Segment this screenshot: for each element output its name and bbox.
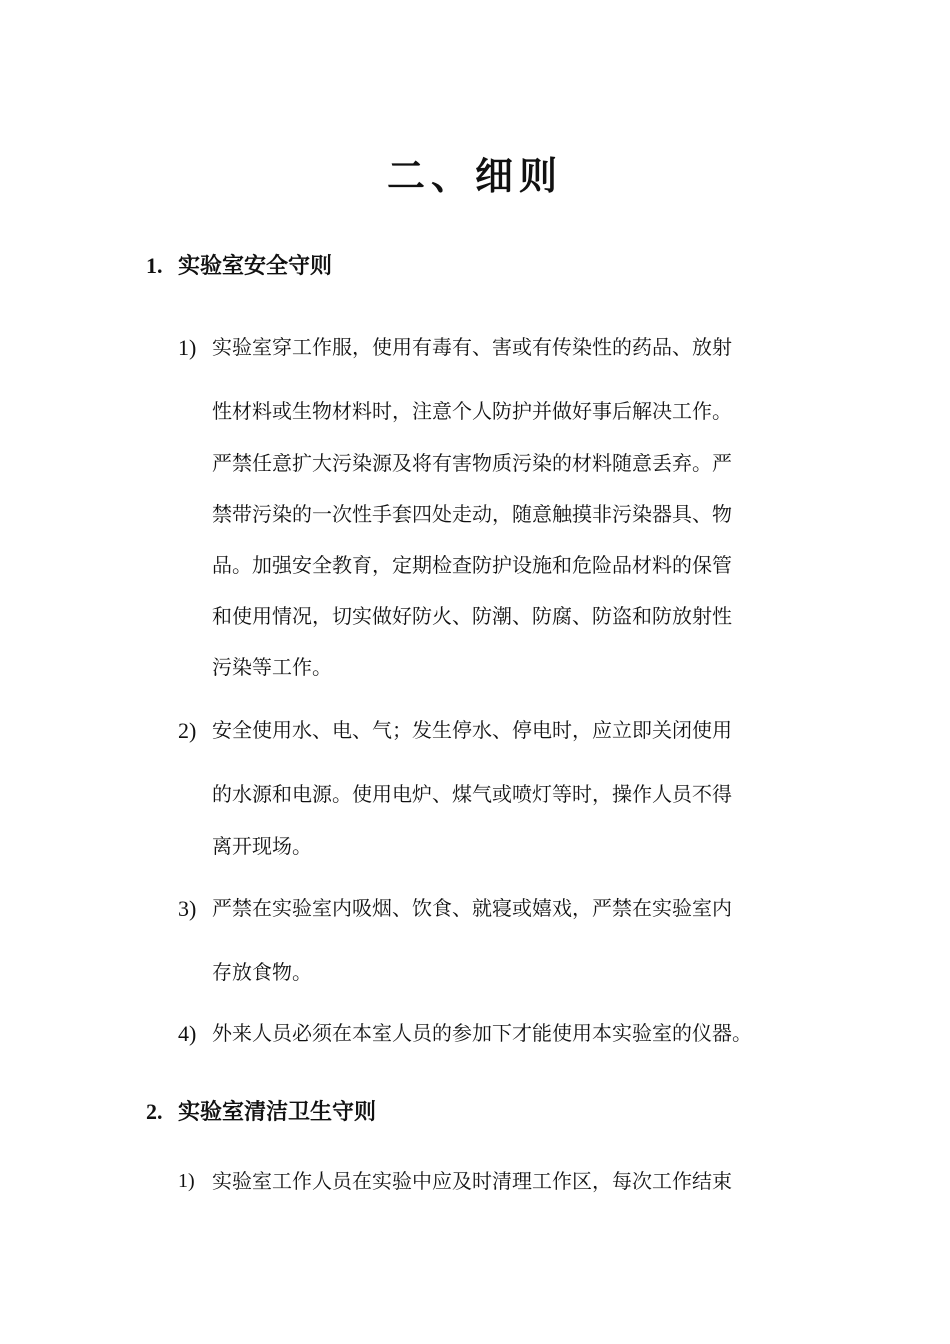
item-line: 外来人员必须在本室人员的参加下才能使用本实验室的仪器。: [212, 1021, 752, 1045]
item-marker: 3): [178, 896, 197, 921]
item-line: 严禁任意扩大污染源及将有害物质污染的材料随意丢弃。严: [212, 451, 732, 475]
item-line: 存放食物。: [212, 960, 312, 984]
item-line: 实验室穿工作服，使用有毒有、害或有传染性的药品、放射: [212, 335, 732, 359]
item-line: 品。加强安全教育，定期检查防护设施和危险品材料的保管: [212, 553, 732, 577]
item-line: 离开现场。: [212, 834, 312, 858]
item-line: 性材料或生物材料时，注意个人防护并做好事后解决工作。: [212, 399, 732, 423]
item-line: 和使用情况，切实做好防火、防潮、防腐、防盗和防放射性: [212, 604, 732, 628]
section-title: 实验室清洁卫生守则: [178, 1099, 377, 1125]
item-line: 禁带污染的一次性手套四处走动，随意触摸非污染器具、物: [212, 502, 732, 526]
page-title: 二、细则: [386, 154, 563, 198]
item-line: 污染等工作。: [212, 655, 332, 679]
item-line: 的水源和电源。使用电炉、煤气或喷灯等时，操作人员不得: [212, 782, 732, 806]
item-line: 严禁在实验室内吸烟、饮食、就寝或嬉戏，严禁在实验室内: [212, 896, 732, 920]
section-number: 2.: [146, 1099, 163, 1124]
section-title: 实验室安全守则: [178, 253, 333, 279]
section-number: 1.: [146, 253, 163, 278]
item-line: 安全使用水、电、气；发生停水、停电时，应立即关闭使用: [212, 718, 732, 742]
item-marker: 4): [178, 1021, 197, 1046]
item-marker: 1): [178, 335, 197, 360]
item-marker: 2): [178, 718, 197, 743]
item-marker: 1): [178, 1170, 195, 1192]
section-heading-2: [146, 1096, 376, 1128]
section-heading-1: [146, 250, 332, 282]
item-line: 实验室工作人员在实验中应及时清理工作区，每次工作结束: [212, 1169, 732, 1193]
